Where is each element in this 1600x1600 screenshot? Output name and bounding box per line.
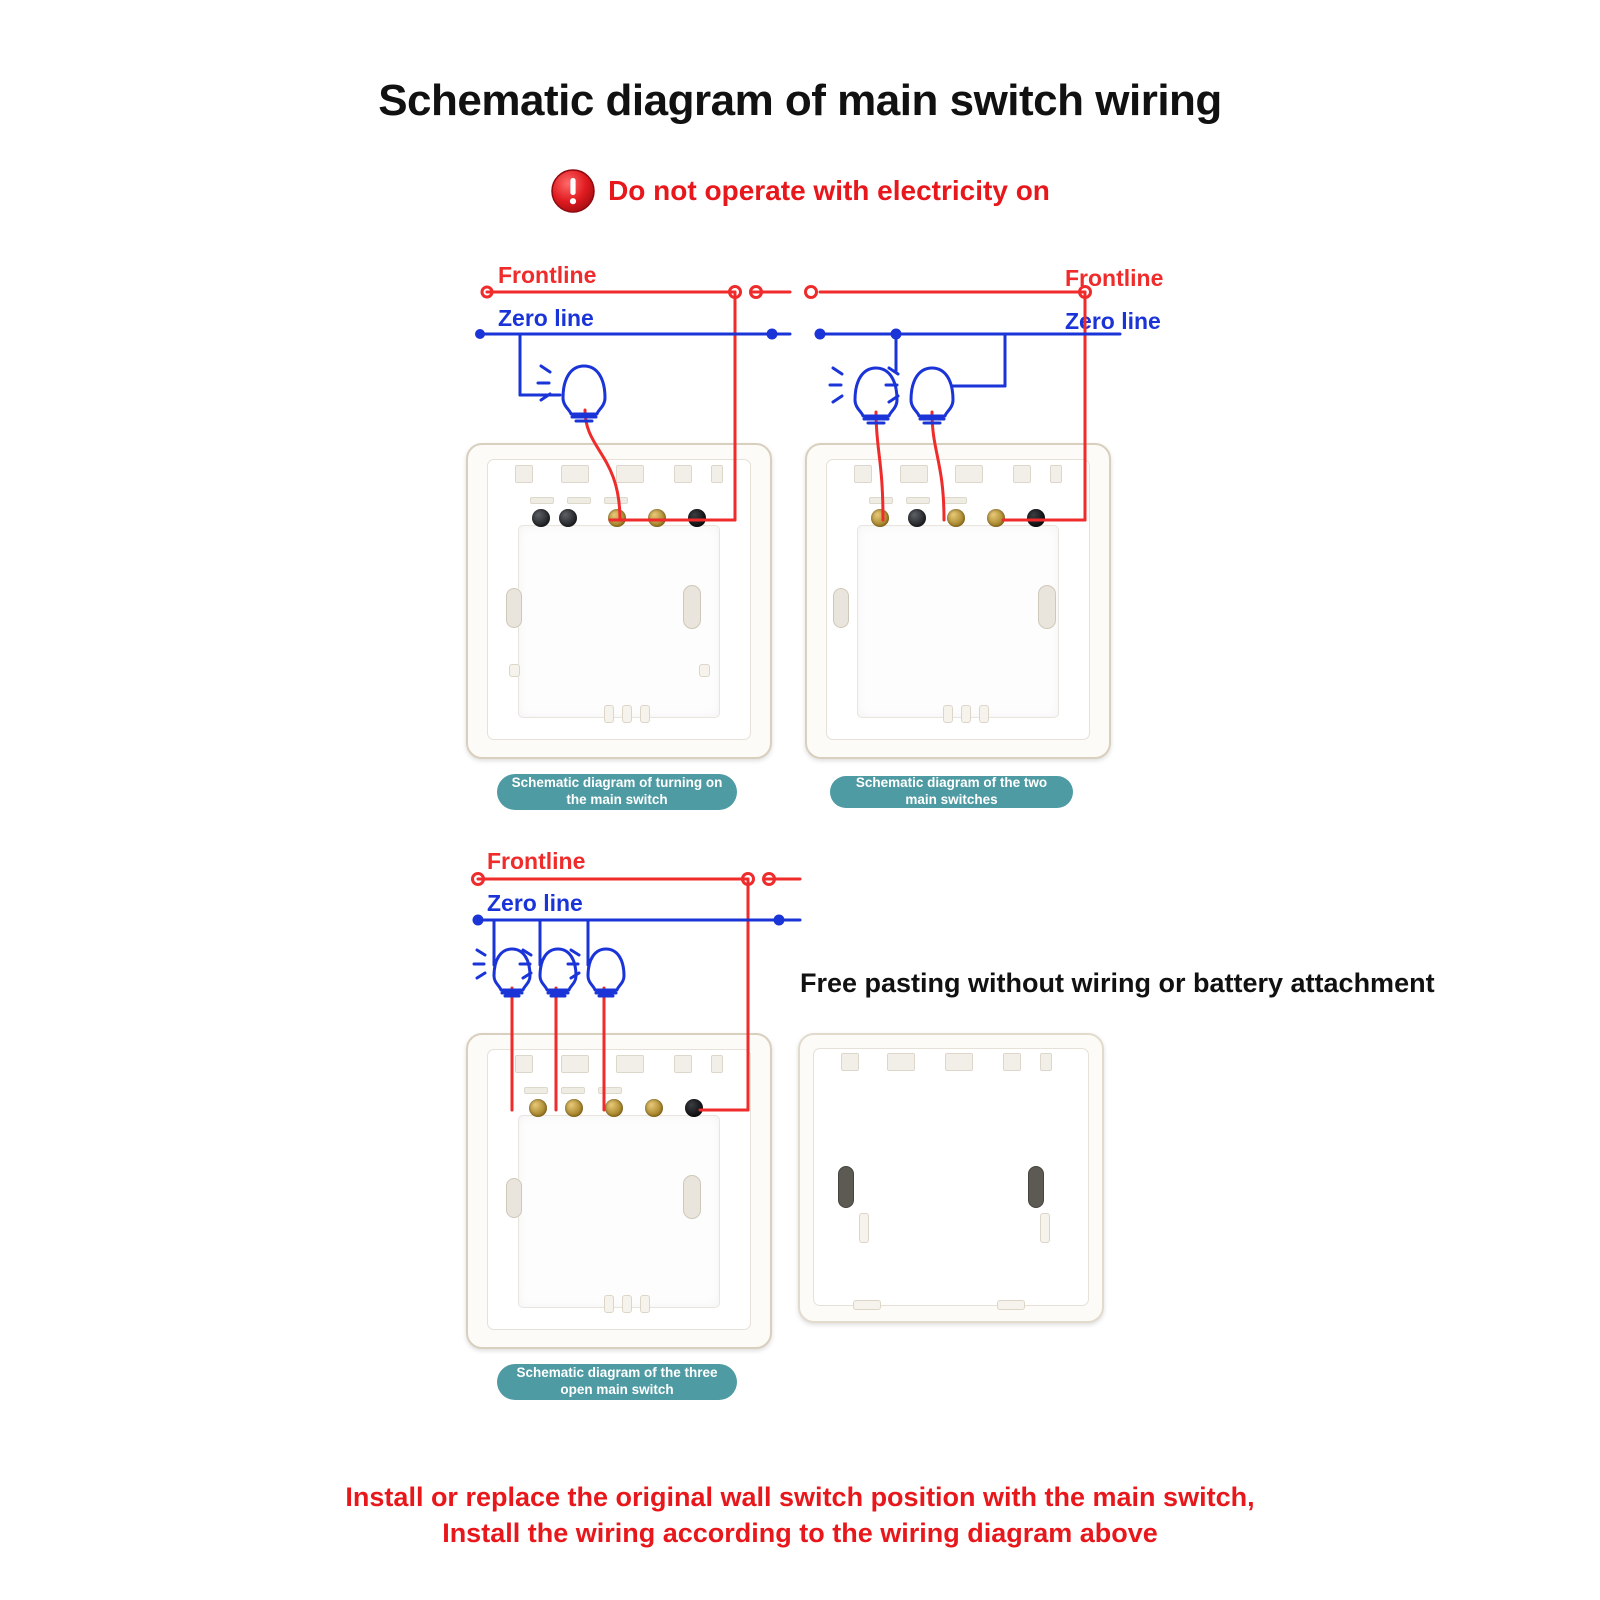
warning-banner	[0, 168, 1600, 214]
exclamation-circle-icon	[550, 168, 596, 214]
warning-text: Do not operate with electricity on	[608, 175, 1050, 206]
device-notch	[561, 1055, 589, 1073]
lamp-icon	[538, 366, 605, 421]
device-screw-slot	[833, 588, 849, 628]
device-screw-slot	[506, 1178, 522, 1218]
device-inner-plate	[813, 1048, 1088, 1306]
lamp-icon	[520, 949, 576, 996]
free-paste-text: Free pasting without wiring or battery attachment	[800, 968, 1435, 998]
zeroline-wire-2	[820, 334, 1120, 372]
terminal-marking	[906, 497, 930, 504]
wire-node	[475, 329, 485, 339]
device-notch	[854, 465, 872, 483]
device-tab	[509, 664, 520, 677]
terminal-marking	[604, 497, 628, 504]
device-notch	[515, 465, 533, 483]
device-notch	[945, 1053, 973, 1071]
label-frontline-d3: Frontline	[487, 848, 586, 874]
device-notch	[1040, 1053, 1052, 1071]
wire-node	[891, 329, 902, 340]
terminal-marking	[524, 1087, 548, 1094]
device-tab	[961, 705, 971, 723]
device-screw-slot	[506, 588, 522, 628]
caption-diagram-3: Schematic diagram of the three open main switch	[497, 1364, 737, 1400]
terminal-marking	[598, 1087, 622, 1094]
device-tab	[997, 1300, 1025, 1310]
caption-diagram-1: Schematic diagram of turning on the main switch	[497, 774, 737, 810]
device-notch	[887, 1053, 915, 1071]
wire-node	[751, 287, 762, 298]
terminal-marking	[567, 497, 591, 504]
device-tab	[604, 1295, 614, 1313]
wire-node	[730, 287, 741, 298]
label-zeroline-d2: Zero line	[1065, 308, 1161, 334]
device-notch	[674, 1055, 692, 1073]
wire-node	[764, 874, 775, 885]
device-screw-slot	[1038, 585, 1056, 629]
device-tab	[699, 664, 710, 677]
device-screw-slot	[838, 1166, 854, 1208]
device-screw-slot	[683, 1175, 701, 1219]
device-tab	[640, 705, 650, 723]
switch-back-panel-3	[466, 1033, 772, 1349]
terminal-marking	[530, 497, 554, 504]
terminal-marking	[869, 497, 893, 504]
device-tab	[622, 1295, 632, 1313]
zeroline-wire-1	[480, 334, 790, 395]
label-frontline-d1: Frontline	[498, 262, 597, 288]
device-notch	[561, 465, 589, 483]
bottom-note-line2: Install the wiring according to the wiring diagram above	[442, 1517, 1158, 1548]
terminal-screw	[529, 1099, 547, 1117]
terminal-marking	[561, 1087, 585, 1094]
device-notch	[1003, 1053, 1021, 1071]
device-tab	[979, 705, 989, 723]
device-notch	[674, 465, 692, 483]
terminal-marking	[943, 497, 967, 504]
label-zeroline-d1: Zero line	[498, 305, 594, 331]
lamp-icon	[474, 949, 530, 996]
device-notch	[1013, 465, 1031, 483]
wire-node	[482, 287, 492, 297]
device-notch	[955, 465, 983, 483]
device-center-block	[857, 525, 1059, 718]
switch-back-panel-2	[805, 443, 1111, 759]
device-notch	[616, 465, 644, 483]
page-title: Schematic diagram of main switch wiring	[378, 76, 1222, 125]
wire-node	[473, 915, 484, 926]
terminal-screw	[908, 509, 926, 527]
bottom-note-line1: Install or replace the original wall switch position with the main switch,	[345, 1482, 1255, 1512]
label-frontline-d2: Frontline	[1065, 265, 1164, 291]
device-tab	[640, 1295, 650, 1313]
device-tab	[1040, 1213, 1050, 1243]
wire-node	[473, 874, 484, 885]
zeroline-wire-3	[478, 920, 800, 965]
device-screw-slot	[1028, 1166, 1044, 1208]
bottom-note	[0, 1480, 1600, 1551]
device-tab	[604, 705, 614, 723]
label-zeroline-d3: Zero line	[487, 890, 583, 916]
switch-back-panel-1	[466, 443, 772, 759]
wire-node	[774, 915, 785, 926]
device-tab	[853, 1300, 881, 1310]
device-notch	[841, 1053, 859, 1071]
device-notch	[711, 1055, 723, 1073]
device-tab	[859, 1213, 869, 1243]
device-notch	[515, 1055, 533, 1073]
device-notch	[711, 465, 723, 483]
lamp-icon	[886, 368, 953, 423]
wire-node	[806, 287, 817, 298]
device-notch	[1050, 465, 1062, 483]
wire-node	[815, 329, 826, 340]
device-tab	[943, 705, 953, 723]
lamp-icon	[568, 949, 624, 996]
caption-diagram-2: Schematic diagram of the two main switches	[830, 776, 1073, 808]
switch-back-cover-plain	[798, 1033, 1104, 1323]
wire-node	[767, 329, 778, 340]
lamp-icon	[830, 368, 897, 423]
device-screw-slot	[683, 585, 701, 629]
device-tab	[622, 705, 632, 723]
device-notch	[616, 1055, 644, 1073]
wire-node	[743, 874, 754, 885]
device-notch	[900, 465, 928, 483]
